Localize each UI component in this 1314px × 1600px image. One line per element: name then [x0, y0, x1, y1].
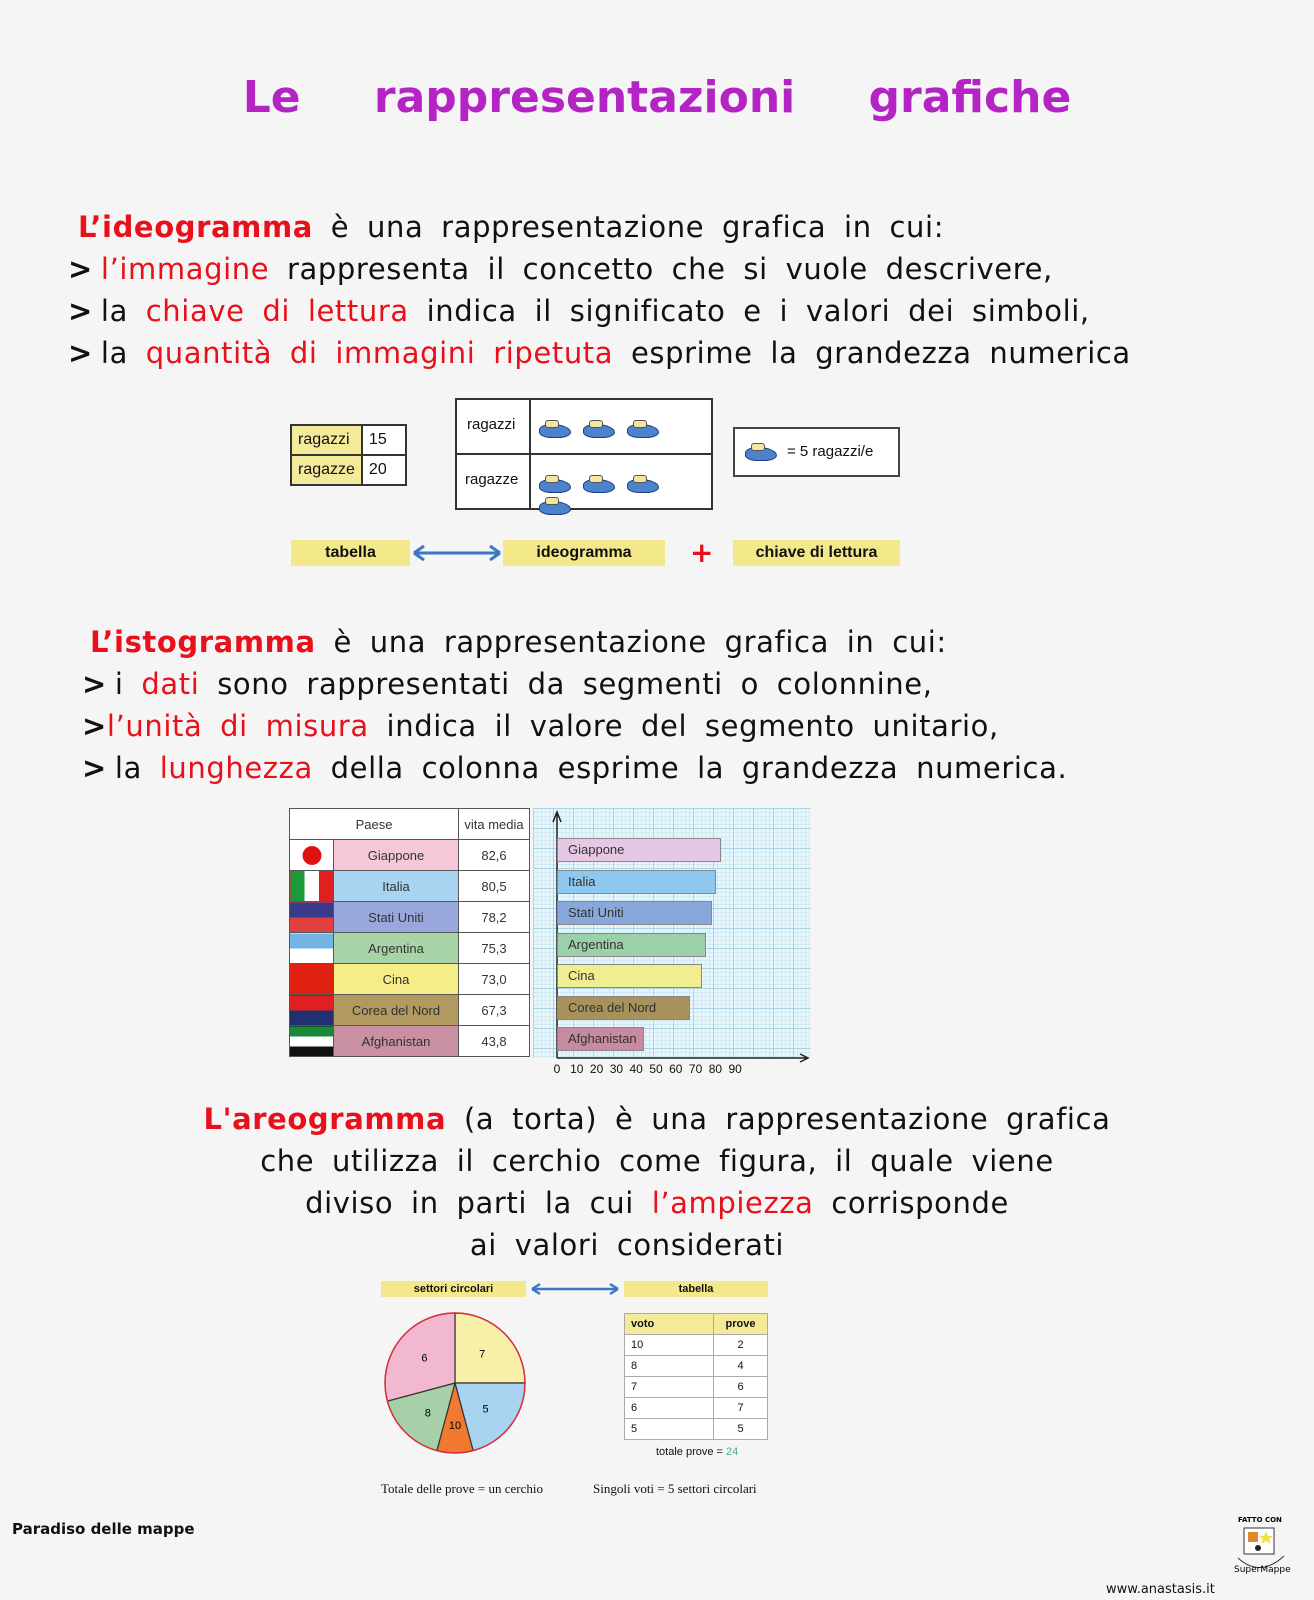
term: chiave di lettura [145, 294, 409, 328]
bullet: > [82, 751, 107, 785]
svg-text:FATTO CON: FATTO CON [1238, 1516, 1282, 1524]
shoe-icon [537, 495, 573, 517]
ideo-data-table [290, 424, 407, 486]
x-tick: 90 [728, 1062, 742, 1076]
table-row [625, 1356, 768, 1377]
table-row [290, 902, 530, 933]
areo-line-2: che utilizza il cerchio come figura, il quale viene [260, 1144, 1054, 1178]
pie-label: 10 [448, 1420, 462, 1432]
pie-label: 6 [421, 1352, 428, 1365]
row-label: ragazze [457, 455, 531, 510]
text: rappresenta il concetto che si vuole descrivere, [269, 252, 1053, 286]
table-header [290, 809, 530, 840]
cell: ragazzi [291, 425, 362, 455]
pie-label: 5 [482, 1403, 489, 1416]
isto-line-2 [82, 667, 933, 701]
x-tick: 60 [669, 1062, 683, 1076]
bar-afghanistan: Afghanistan [557, 1027, 644, 1051]
pie-chart [380, 1308, 530, 1458]
header-prove: prove [714, 1314, 768, 1335]
bullet: > [82, 709, 107, 743]
total-value: 24 [726, 1446, 739, 1458]
table-row [625, 1398, 768, 1419]
total-label: totale prove = [656, 1446, 723, 1458]
voto: 5 [625, 1419, 714, 1440]
bar-argentina: Argentina [557, 933, 706, 957]
table-row [625, 1377, 768, 1398]
double-arrow-icon [412, 544, 502, 562]
text: la [100, 336, 146, 370]
x-tick: 80 [708, 1062, 723, 1076]
total-trials [656, 1446, 738, 1458]
label-tabella-2: tabella [624, 1281, 768, 1297]
text: corrisponde [813, 1186, 1009, 1220]
cell: 20 [362, 455, 406, 485]
x-tick: 30 [609, 1062, 624, 1076]
table-row [290, 964, 530, 995]
country: Argentina [334, 933, 459, 964]
x-tick: 70 [688, 1062, 703, 1076]
x-tick: 0 [553, 1062, 561, 1076]
key-text: = 5 ragazzi/e [787, 442, 874, 460]
flag-icon [290, 871, 334, 902]
areo-line-4: ai valori considerati [469, 1228, 785, 1262]
pictogram [455, 398, 713, 510]
shoe-icon [625, 418, 661, 440]
caption-left: Totale delle prove = un cerchio [381, 1481, 543, 1496]
country: Corea del Nord [334, 995, 459, 1026]
reading-key [733, 427, 900, 477]
supermappe-logo [1228, 1506, 1294, 1594]
bullet: > [68, 336, 93, 370]
bar-corea-del-nord: Corea del Nord [557, 996, 690, 1020]
term: l’immagine [100, 252, 270, 286]
bar-italia: Italia [557, 870, 716, 894]
prove: 5 [714, 1419, 768, 1440]
term: L’ideogramma [78, 210, 313, 244]
text: è una rappresentazione grafica in cui: [315, 625, 947, 659]
prove: 7 [714, 1398, 768, 1419]
vote-table [624, 1313, 768, 1440]
text: diviso in parti la cui [305, 1186, 652, 1220]
table-row [290, 871, 530, 902]
header-voto: voto [625, 1314, 714, 1335]
header-paese: Paese [290, 809, 459, 840]
flag-icon [290, 840, 334, 871]
x-tick: 50 [649, 1062, 663, 1076]
table-row [290, 840, 530, 871]
areo-line-3 [0, 1186, 1314, 1220]
value: 82,6 [459, 840, 530, 871]
bullet: > [68, 294, 93, 328]
text: sono rappresentati da segmenti o colonnine, [199, 667, 933, 701]
page-title: Le rappresentazioni grafiche [242, 72, 1072, 123]
x-tick: 20 [589, 1062, 604, 1076]
footer-brand: Paradiso delle mappe [12, 1520, 195, 1538]
bar-stati-uniti: Stati Uniti [557, 901, 712, 925]
flag-icon [290, 933, 334, 964]
ideo-line-3 [68, 294, 1090, 328]
table-row [290, 1026, 530, 1057]
ideo-line-2 [68, 252, 1053, 286]
text: la [100, 294, 146, 328]
bar-giappone: Giappone [557, 838, 721, 862]
flag-icon [290, 995, 334, 1026]
prove: 6 [714, 1377, 768, 1398]
country: Stati Uniti [334, 902, 459, 933]
label-settori: settori circolari [381, 1281, 526, 1297]
table-row [290, 933, 530, 964]
isto-line-4 [82, 751, 1067, 785]
ideo-line-4 [68, 336, 1131, 370]
header-vita: vita media [459, 809, 530, 840]
isto-line-1 [90, 625, 947, 659]
term: dati [141, 667, 200, 701]
flag-icon [290, 1026, 334, 1057]
term: quantità di immagini ripetuta [145, 336, 614, 370]
table-row [291, 455, 406, 485]
areo-line-1 [0, 1102, 1314, 1136]
pictogram-row [531, 455, 711, 510]
text: della colonna esprime la grandezza numerica. [312, 751, 1068, 785]
bullet: > [82, 667, 107, 701]
voto: 7 [625, 1377, 714, 1398]
prove: 4 [714, 1356, 768, 1377]
label-ideogramma: ideogramma [503, 540, 665, 566]
ideo-line-1 [78, 210, 944, 244]
term: l’ampiezza [651, 1186, 814, 1220]
pie-label: 8 [424, 1407, 431, 1420]
table-row [291, 425, 406, 455]
life-expectancy-table [289, 808, 530, 1057]
table-row [625, 1419, 768, 1440]
cell: ragazze [291, 455, 362, 485]
shoe-icon [743, 441, 779, 463]
prove: 2 [714, 1335, 768, 1356]
pie-label: 7 [479, 1348, 486, 1361]
voto: 8 [625, 1356, 714, 1377]
bullet: > [68, 252, 93, 286]
svg-text:SuperMappe: SuperMappe [1234, 1565, 1291, 1575]
voto: 10 [625, 1335, 714, 1356]
text: indica il valore del segmento unitario, [368, 709, 999, 743]
shoe-icon [537, 418, 573, 440]
x-tick: 40 [629, 1062, 643, 1076]
plus-sign: + [690, 536, 714, 569]
voto: 6 [625, 1398, 714, 1419]
table-row [625, 1335, 768, 1356]
shoe-icon [625, 473, 661, 495]
value: 67,3 [459, 995, 530, 1026]
shoe-icon [537, 473, 573, 495]
country: Giappone [334, 840, 459, 871]
value: 43,8 [459, 1026, 530, 1057]
value: 78,2 [459, 902, 530, 933]
cell: 15 [362, 425, 406, 455]
bar-cina: Cina [557, 964, 702, 988]
table-row [290, 995, 530, 1026]
value: 73,0 [459, 964, 530, 995]
country: Cina [334, 964, 459, 995]
label-tabella: tabella [291, 540, 410, 566]
text: esprime la grandezza numerica [613, 336, 1131, 370]
text: la [114, 751, 160, 785]
table-header [625, 1314, 768, 1335]
country: Italia [334, 871, 459, 902]
caption-right: Singoli voti = 5 settori circolari [593, 1481, 757, 1496]
double-arrow-icon [530, 1282, 620, 1296]
shoe-icon [581, 418, 617, 440]
text: indica il significato e i valori dei simboli, [408, 294, 1090, 328]
flag-icon [290, 902, 334, 933]
text: (a torta) è una rappresentazione grafica [446, 1102, 1111, 1136]
isto-line-3 [82, 709, 999, 743]
footer-site: www.anastasis.it [1106, 1582, 1215, 1597]
pie-slice-7 [455, 1313, 525, 1383]
row-label: ragazzi [457, 400, 531, 455]
term: lunghezza [159, 751, 313, 785]
value: 75,3 [459, 933, 530, 964]
x-tick: 10 [570, 1062, 584, 1076]
flag-icon [290, 964, 334, 995]
pictogram-row [531, 400, 711, 455]
value: 80,5 [459, 871, 530, 902]
shoe-icon [581, 473, 617, 495]
term: l’unità di misura [106, 709, 369, 743]
text: i [114, 667, 142, 701]
label-chiave: chiave di lettura [733, 540, 900, 566]
text: è una rappresentazione grafica in cui: [312, 210, 945, 244]
country: Afghanistan [334, 1026, 459, 1057]
term: L'areogramma [203, 1102, 447, 1136]
term: L’istogramma [90, 625, 316, 659]
